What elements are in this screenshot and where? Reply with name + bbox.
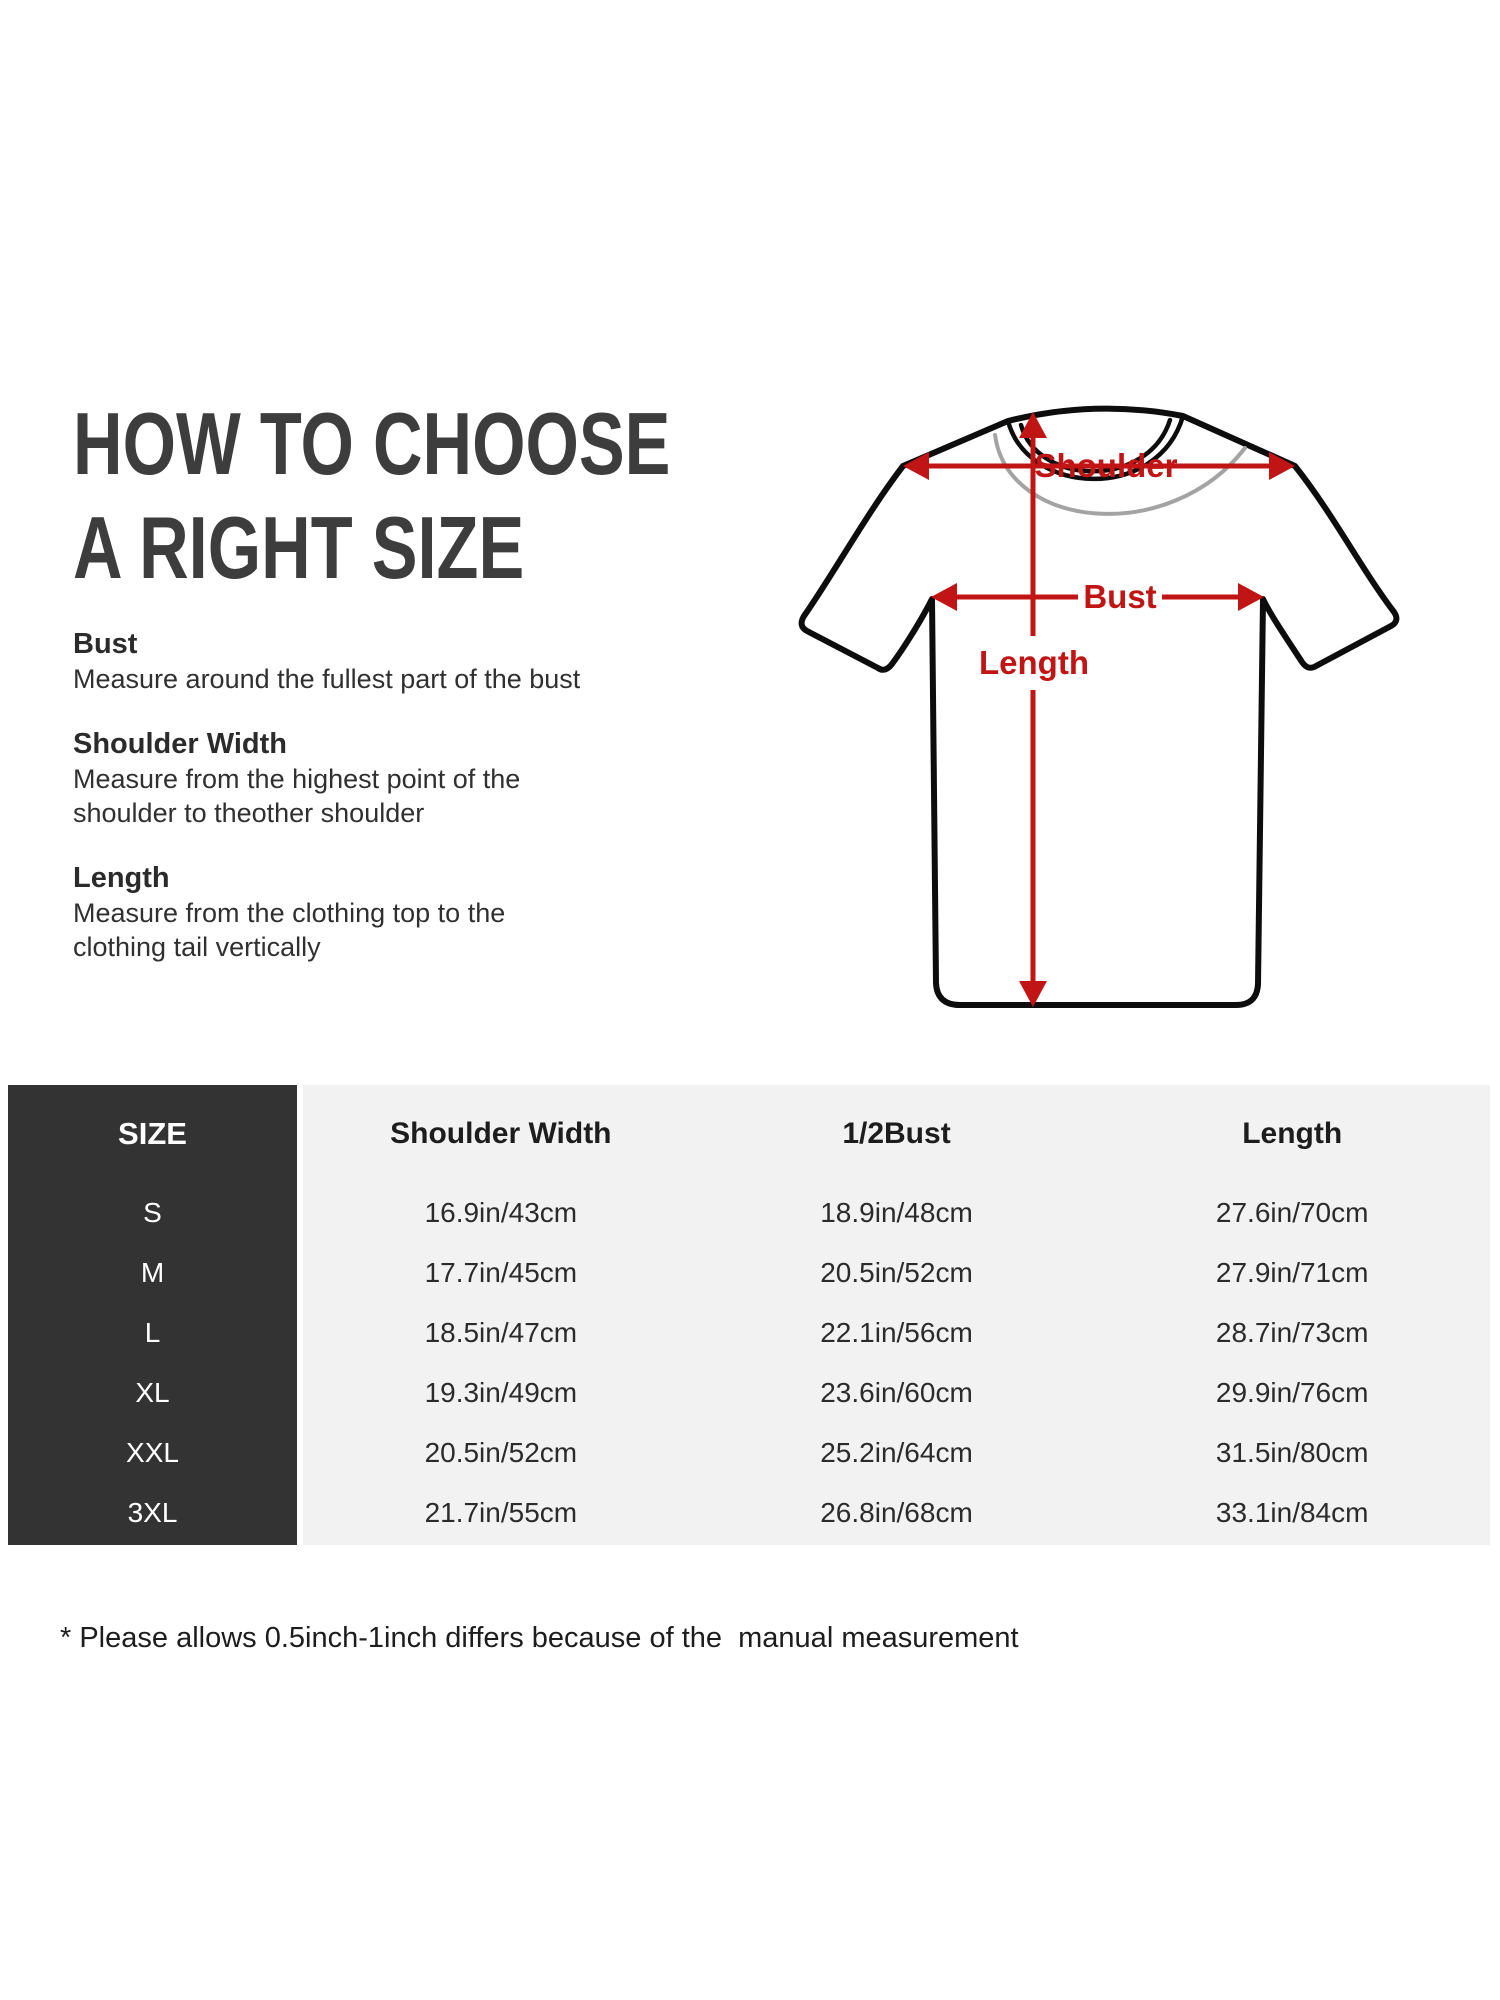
guide-item-shoulder-width [73,726,653,830]
guide-text: Measure from the clothing top to the [73,898,506,928]
size-table [8,1085,1490,1545]
cell-length: 27.9in/71cm [1215,1257,1369,1288]
shoulder-label: Shoulder [1034,447,1178,484]
cell-half-bust: 26.8in/68cm [820,1497,973,1528]
size-label: L [144,1317,161,1348]
cell-length: 29.9in/76cm [1215,1377,1369,1408]
size-label: XXL [126,1437,179,1468]
cell-length: 31.5in/80cm [1215,1437,1369,1468]
cell-shoulder-width: 21.7in/55cm [424,1497,578,1528]
table-header-row [303,1085,1490,1183]
cell-shoulder-width: 20.5in/52cm [424,1437,578,1468]
cell-half-bust: 23.6in/60cm [820,1377,973,1408]
cell-length: 28.7in/73cm [1215,1317,1369,1348]
measuring-guide [73,626,653,964]
guide-text: Measure from the highest point of the [73,764,521,794]
page-title-line1: HOW TO CHOOSE [73,394,671,493]
guide-text: clothing tail vertically [73,932,321,962]
cell-shoulder-width: 16.9in/43cm [424,1197,578,1228]
cell-shoulder-width: 17.7in/45cm [424,1257,578,1288]
cell-shoulder-width: 18.5in/47cm [424,1317,578,1348]
length-label: Length [979,644,1089,681]
table-row [303,1243,1490,1303]
guide-text: Measure around the fullest part of the bust [73,664,581,694]
size-label: XL [135,1377,170,1408]
column-header-length: Length [1242,1117,1343,1150]
table-row [303,1363,1490,1423]
table-row [303,1483,1490,1543]
guide-item-bust [73,626,653,696]
guide-heading-length: Length [73,862,170,894]
cell-length: 33.1in/84cm [1215,1497,1369,1528]
guide-heading-shoulder-width: Shoulder Width [73,728,287,760]
cell-half-bust: 18.9in/48cm [820,1197,973,1228]
guide-text: shoulder to theother shoulder [73,798,425,828]
bust-label: Bust [1083,578,1157,615]
column-header-half-bust: 1/2Bust [842,1117,951,1150]
page-title-line2: A RIGHT SIZE [73,498,525,597]
guide-item-length [73,860,653,964]
table-row [303,1183,1490,1243]
size-column-header: SIZE [118,1116,187,1151]
cell-shoulder-width: 19.3in/49cm [424,1377,578,1408]
measurement-disclaimer: * Please allows 0.5inch-1inch differs because of the manual measurement [60,1622,1019,1654]
size-table-data-area [303,1085,1490,1545]
cell-half-bust: 20.5in/52cm [820,1257,973,1288]
guide-heading-bust: Bust [73,628,138,660]
size-label: M [140,1257,165,1288]
size-label: S [143,1197,162,1228]
tshirt-diagram [600,300,1450,1060]
column-header-shoulder-width: Shoulder Width [390,1117,612,1150]
size-label: 3XL [127,1497,178,1528]
table-row [303,1303,1490,1363]
size-table-size-column [8,1085,297,1545]
cell-half-bust: 25.2in/64cm [820,1437,973,1468]
cell-half-bust: 22.1in/56cm [820,1317,973,1348]
table-row [303,1423,1490,1483]
cell-length: 27.6in/70cm [1215,1197,1369,1228]
tshirt-outline [802,409,1397,1005]
